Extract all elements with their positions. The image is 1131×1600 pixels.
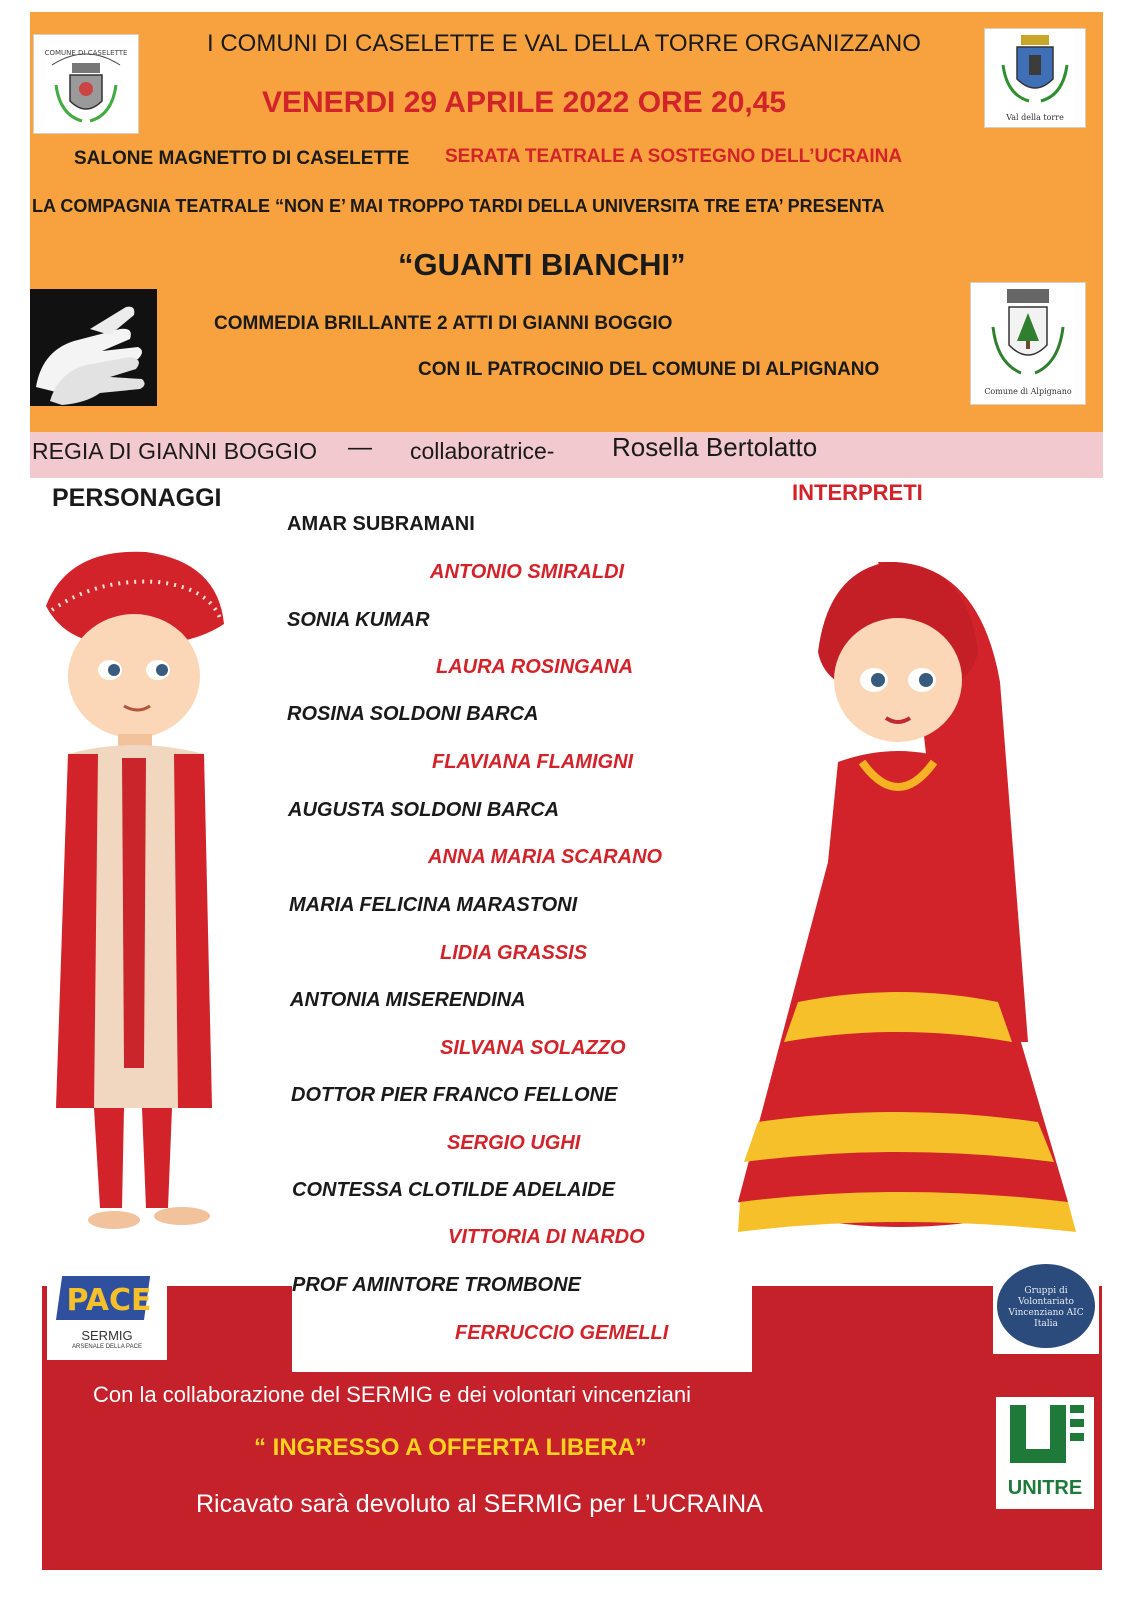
director-credit: REGIA DI GIANNI BOGGIO bbox=[32, 438, 317, 464]
event-date: VENERDI 29 APRILE 2022 ORE 20,45 bbox=[262, 86, 787, 119]
sermig-logo-sub: ARSENALE DELLA PACE bbox=[72, 1344, 142, 1350]
caselette-logo-text: COMUNE DI CASELETTE bbox=[44, 49, 128, 57]
groom-illustration bbox=[38, 548, 228, 1234]
white-gloves-image bbox=[30, 289, 157, 406]
play-title: “GUANTI BIANCHI” bbox=[398, 247, 686, 282]
characters-heading: PERSONAGGI bbox=[52, 484, 222, 512]
val-della-torre-coat-of-arms bbox=[984, 28, 1086, 128]
bride-illustration bbox=[738, 562, 1098, 1242]
unitre-logo-text: UNITRE bbox=[1007, 1477, 1083, 1499]
actors-heading: INTERPRETI bbox=[792, 480, 923, 505]
actor-name: SERGIO UGHI bbox=[447, 1132, 581, 1154]
actor-name: VITTORIA DI NARDO bbox=[448, 1226, 645, 1248]
character-name: AMAR SUBRAMANI bbox=[287, 513, 475, 535]
character-name: DOTTOR PIER FRANCO FELLONE bbox=[291, 1084, 618, 1106]
collaborator-name: Rosella Bertolatto bbox=[612, 432, 818, 462]
collaborator-label: collaboratrice- bbox=[410, 438, 555, 464]
organizers-line: I COMUNI DI CASELETTE E VAL DELLA TORRE ORGANIZZANO bbox=[207, 30, 921, 57]
actor-name: FERRUCCIO GEMELLI bbox=[455, 1322, 669, 1344]
unitre-logo bbox=[996, 1397, 1094, 1509]
entry-line: “ INGRESSO A OFFERTA LIBERA” bbox=[254, 1434, 647, 1461]
alpignano-coat-of-arms bbox=[970, 282, 1086, 405]
character-name: ANTONIA MISERENDINA bbox=[290, 989, 526, 1011]
character-name: MARIA FELICINA MARASTONI bbox=[289, 894, 578, 916]
character-name: SONIA KUMAR bbox=[287, 609, 430, 631]
volontariato-vincenziano-logo bbox=[993, 1262, 1099, 1354]
character-name: CONTESSA CLOTILDE ADELAIDE bbox=[292, 1179, 615, 1201]
val-della-torre-caption: Val della torre bbox=[1006, 113, 1064, 122]
sermig-pace-logo bbox=[47, 1270, 167, 1360]
character-name: ROSINA SOLDONI BARCA bbox=[287, 703, 539, 725]
caselette-coat-of-arms bbox=[33, 34, 139, 134]
pace-logo-text: PACE bbox=[66, 1283, 152, 1318]
actor-name: LIDIA GRASSIS bbox=[440, 942, 588, 964]
direction-dash: — bbox=[348, 434, 372, 461]
actor-name: ANNA MARIA SCARANO bbox=[428, 846, 663, 868]
patronage-line: CON IL PATROCINIO DEL COMUNE DI ALPIGNANO bbox=[418, 359, 880, 380]
actor-name: FLAVIANA FLAMIGNI bbox=[432, 751, 634, 773]
sermig-logo-label: SERMIG bbox=[81, 1328, 133, 1343]
proceeds-line: Ricavato sarà devoluto al SERMIG per L’UCRAINA bbox=[196, 1490, 763, 1518]
collaboration-line: Con la collaborazione del SERMIG e dei volontari vincenziani bbox=[93, 1382, 691, 1407]
alpignano-caption: Comune di Alpignano bbox=[984, 387, 1072, 396]
venue: SALONE MAGNETTO DI CASELETTE bbox=[74, 148, 410, 169]
actor-name: LAURA ROSINGANA bbox=[436, 656, 634, 678]
event-description: SERATA TEATRALE A SOSTEGNO DELL’UCRAINA bbox=[445, 146, 903, 167]
play-subtitle: COMMEDIA BRILLANTE 2 ATTI DI GIANNI BOGGIO bbox=[214, 313, 673, 334]
company-line: LA COMPAGNIA TEATRALE “NON E’ MAI TROPPO TARDI DELLA UNIVERSITA TRE ETA’ PRESENTA bbox=[32, 196, 885, 216]
actor-name: SILVANA SOLAZZO bbox=[440, 1037, 626, 1059]
volontariato-logo-text: Gruppi di Volontariato Vincenziano AIC Italia bbox=[1008, 1286, 1084, 1329]
character-name: PROF AMINTORE TROMBONE bbox=[292, 1274, 581, 1296]
actor-name: ANTONIO SMIRALDI bbox=[430, 561, 625, 583]
character-name: AUGUSTA SOLDONI BARCA bbox=[288, 799, 560, 821]
